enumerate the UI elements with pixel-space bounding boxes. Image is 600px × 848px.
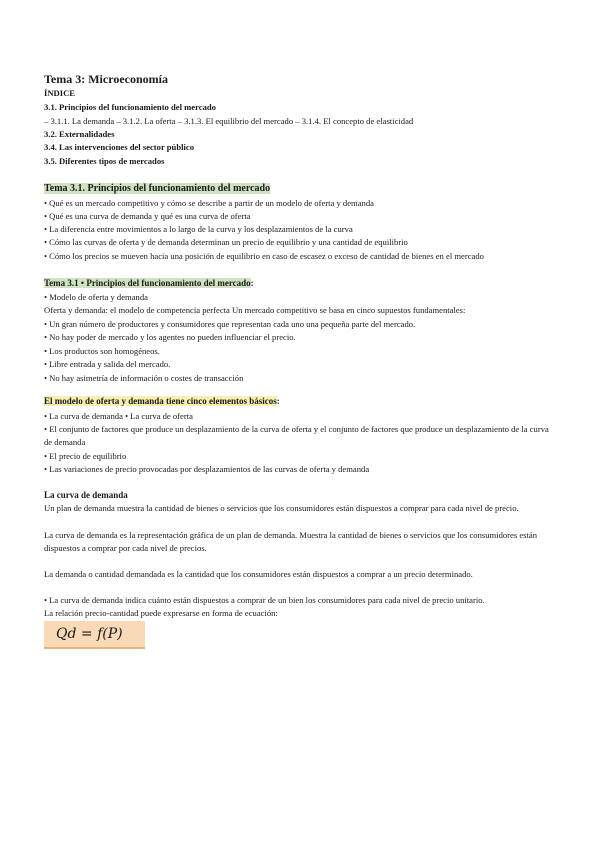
list-item: • Libre entrada y salida del mercado.: [44, 359, 171, 369]
subsection-heading-elementos: [44, 395, 564, 408]
demand-equation: Qd = f(P): [44, 621, 145, 649]
list-item: • No hay asimetría de información o costes de transacción: [44, 373, 244, 383]
paragraph: • La curva de demanda indica cuánto están dispuestos a comprar de un bien los consumidores para cada nivel de precio unitario.: [44, 595, 485, 605]
list-item: • Cómo los precios se mueven hacia una posición de equilibrio en caso de escasez o exceso de cantidad de bienes en el mercado: [44, 251, 484, 261]
list-item: • Qué es una curva de demanda y qué es una curva de oferta: [44, 211, 251, 221]
list-item: • Los productos son homogéneos.: [44, 346, 160, 356]
index-item: 3.4. Las intervenciones del sector público: [44, 142, 194, 152]
section-heading-text: Tema 3.1. Principios del funcionamiento del mercado: [44, 183, 271, 194]
index-subitems: – 3.1.1. La demanda – 3.1.2. La oferta – 3.1.3. El equilibrio del mercado – 3.1.4. El concepto de elasticidad: [44, 116, 414, 126]
list-item: • Las variaciones de precio provocadas por desplazamientos de las curvas de oferta y demanda: [44, 464, 370, 474]
index-item: 3.2. Externalidades: [44, 129, 115, 139]
list-item: • Modelo de oferta y demanda: [44, 292, 148, 302]
index-heading: ÍNDICE: [44, 88, 76, 98]
paragraph: La demanda o cantidad demandada es la cantidad que los consumidores están dispuestos a comprar a un precio determinado.: [44, 569, 473, 579]
list-item: • La diferencia entre movimientos a lo largo de la curva y los desplazamientos de la curva: [44, 224, 353, 234]
heading-colon: :: [250, 278, 254, 288]
list-item: • No hay poder de mercado y los agentes no pueden influenciar el precio.: [44, 332, 296, 342]
list-item: • El conjunto de factores que produce un desplazamiento de la curva de oferta y el conjunto de factores que produce un desplazamiento de la curva de demanda: [44, 424, 549, 448]
page-title: Tema 3: Microeconomía: [44, 72, 168, 86]
subsection-heading-text: Tema 3.1 • Principios del funcionamiento del mercado: [44, 278, 251, 288]
paragraph: La relación precio-cantidad puede expresarse en forma de ecuación:: [44, 608, 278, 618]
index-item: 3.1. Principios del funcionamiento del mercado: [44, 102, 216, 112]
heading-colon: :: [276, 396, 280, 406]
subsection-heading-curva-demanda: La curva de demanda: [44, 490, 128, 500]
section-heading-principios: [44, 182, 564, 196]
list-item: • Cómo las curvas de oferta y de demanda determinan un precio de equilibrio y una cantidad de equilibrio: [44, 237, 408, 247]
paragraph: La curva de demanda es la representación gráfica de un plan de demanda. Muestra la cantidad de bienes o servicios que los consumidores están dispuestos a comprar por cada nivel de precios.: [44, 530, 537, 554]
subsection-heading-text: El modelo de oferta y demanda tiene cinco elementos básicos: [44, 396, 277, 406]
list-item: • Un gran número de productores y consumidores que representan cada uno una pequeña parte del mercado.: [44, 319, 416, 329]
list-item: • La curva de demanda • La curva de oferta: [44, 411, 193, 421]
list-item: • Qué es un mercado competitivo y cómo se describe a partir de un modelo de oferta y demanda: [44, 198, 374, 208]
list-item: • El precio de equilibrio: [44, 451, 127, 461]
paragraph: Oferta y demanda: el modelo de competencia perfecta Un mercado competitivo se basa en cinco supuestos fundamentales:: [44, 305, 466, 315]
index-item: 3.5. Diferentes tipos de mercados: [44, 156, 165, 166]
paragraph: Un plan de demanda muestra la cantidad de bienes o servicios que los consumidores están dispuestos a comprar para cada nivel de precio.: [44, 503, 519, 513]
subsection-heading-funcionamiento: [44, 277, 564, 290]
